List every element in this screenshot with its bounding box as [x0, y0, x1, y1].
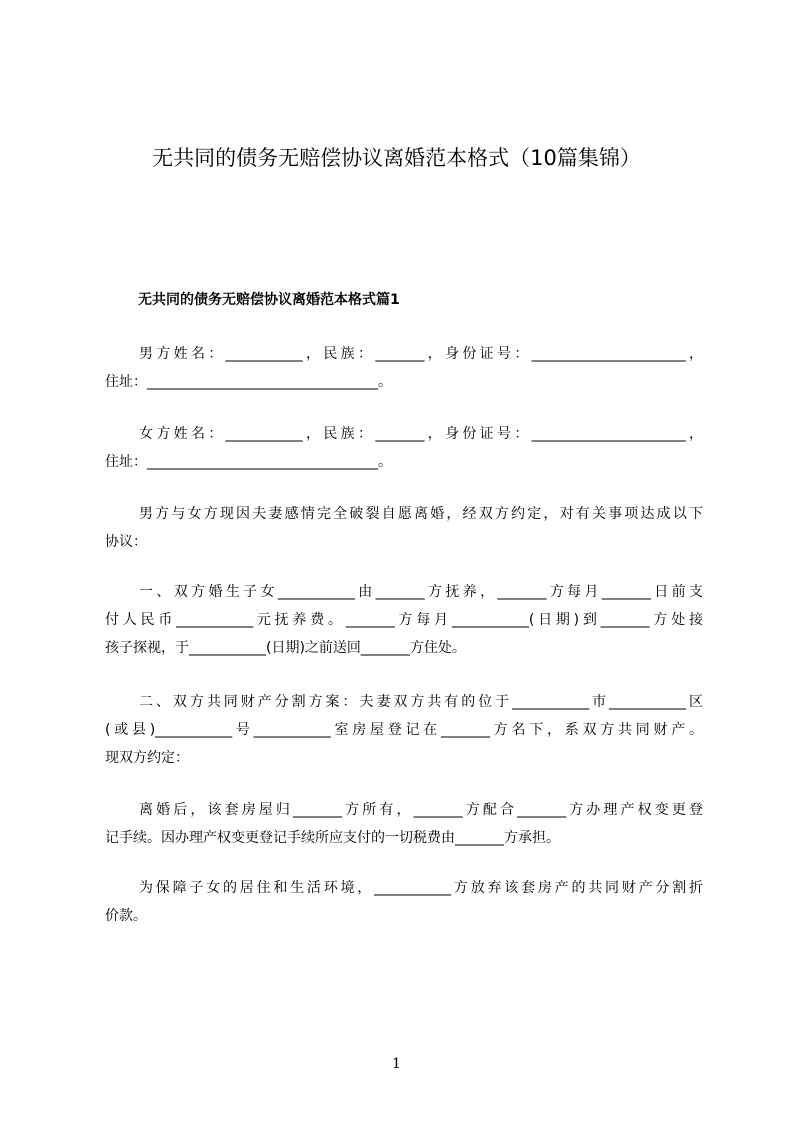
paragraph-house-ownership — [105, 796, 703, 852]
paragraph-line: 住址：_________________________________。 — [105, 374, 392, 390]
paragraph-line: 住址：_________________________________。 — [105, 454, 392, 470]
paragraph-line: 一、双方婚生子女___________由_______方抚养，_______方每月_______日前支 — [139, 584, 703, 600]
section-heading: 无共同的债务无赔偿协议离婚范本格式篇1 — [138, 292, 400, 308]
paragraph-waiver — [105, 874, 703, 930]
paragraph-clause-property-division — [105, 688, 703, 772]
paragraph-clause-child-custody — [105, 578, 703, 662]
paragraph-agreement-intro — [105, 500, 703, 556]
paragraph-line: 男方姓名：___________，民族：_______，身份证号：______________________， — [139, 346, 703, 362]
paragraph-line: 现双方约定： — [105, 750, 189, 766]
paragraph-line: 协议： — [105, 534, 147, 550]
document-title: 无共同的债务无赔偿协议离婚范本格式（10篇集锦） — [152, 146, 641, 170]
paragraph-line: 付人民币___________元抚养费。_______方每月___________(日期)到_______方处接 — [105, 612, 703, 628]
paragraph-line: 记手续。因办理产权变更登记手续所应支付的一切税费由_______方承担。 — [105, 830, 560, 846]
paragraph-line: 女方姓名：___________，民族：_______，身份证号：______________________， — [139, 426, 703, 442]
paragraph-line: (或县)___________号___________室房屋登记在_______方名下，系双方共同财产。 — [105, 722, 703, 738]
paragraph-line: 男方与女方现因夫妻感情完全破裂自愿离婚，经双方约定，对有关事项达成以下 — [139, 506, 703, 522]
paragraph-line: 价款。 — [105, 908, 147, 924]
paragraph-line: 孩子探视，于___________(日期)之前送回_______方住处。 — [105, 640, 466, 656]
paragraph-male-party-info — [105, 340, 703, 396]
paragraph-line: 离婚后，该套房屋归_______方所有，_______方配合_______方办理产权变更登 — [139, 802, 703, 818]
paragraph-female-party-info — [105, 420, 703, 476]
paragraph-line: 二、双方共同财产分割方案：夫妻双方共有的位于___________市___________区 — [139, 694, 703, 710]
page-number: 1 — [392, 1056, 401, 1072]
paragraph-line: 为保障子女的居住和生活环境，___________方放弃该套房产的共同财产分割折 — [139, 880, 703, 896]
